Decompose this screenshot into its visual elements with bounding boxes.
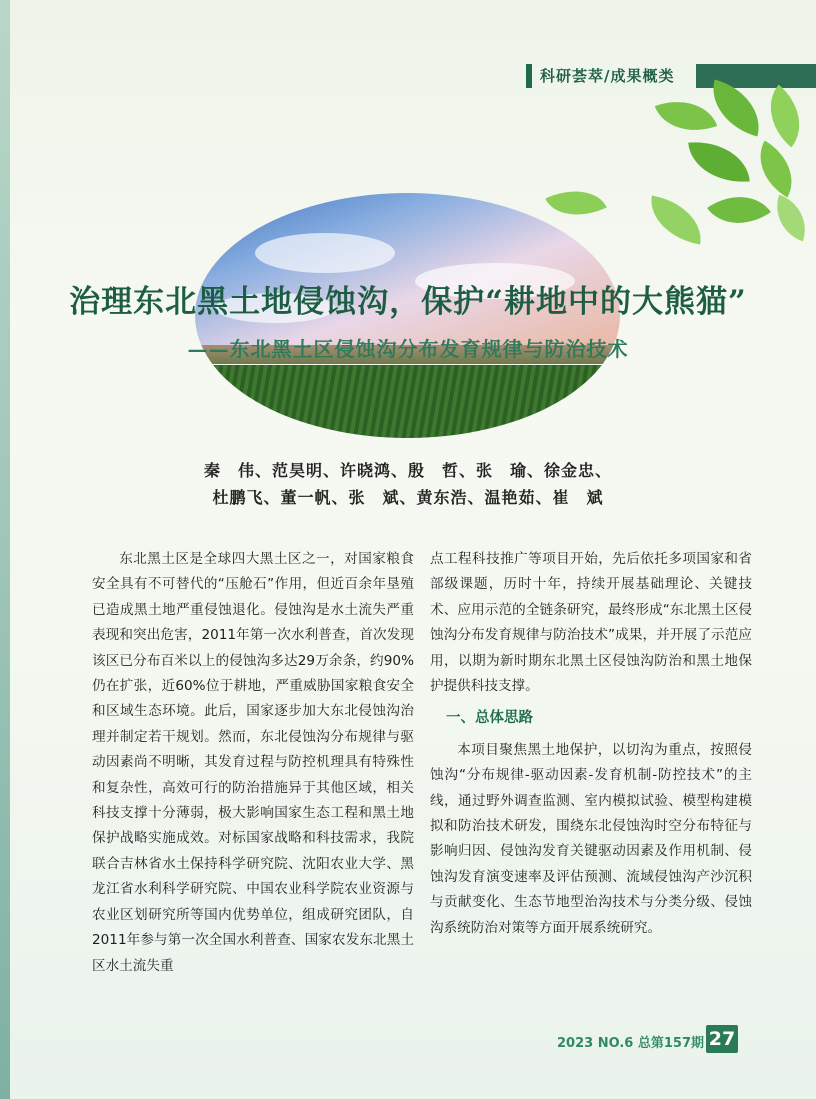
authors-line-1: 秦 伟、范昊明、许晓鸿、殷 哲、张 瑜、徐金忠、 (203, 461, 612, 480)
article-subtitle: ——东北黑土区侵蚀沟分布发育规律与防治技术 (187, 337, 629, 361)
section-header (526, 64, 816, 88)
leaf-icon (703, 80, 768, 137)
section-heading: 一、总体思路 (446, 710, 533, 727)
leaf-icon (645, 195, 707, 244)
issue-info: 2023 NO.6 总第157期 (557, 1036, 704, 1051)
leaf-icon (746, 141, 807, 198)
leaf-icon (767, 195, 815, 242)
article-title: 治理东北黑土地侵蚀沟，保护“耕地中的大熊猫” (69, 284, 747, 320)
leaf-icon (688, 138, 750, 187)
leaf-icon (753, 85, 816, 148)
header-marker (526, 64, 532, 88)
intro-continuation: 点工程科技推广等项目开始，先后依托多项国家和省部级课题，历时十年，持续开展基础理论、关键技术、应用示范的全链条研究，最终形成“东北黑土区侵蚀沟分布发育规律与防治技术”成果，并开展了示范应用，以期为新时期东北黑土区侵蚀沟防治和黑土地保护提供科技支撑。 (430, 551, 752, 695)
right-column (430, 547, 752, 941)
section-label: 科研荟萃/成果概类 (540, 67, 675, 85)
side-decoration-strip (0, 0, 10, 1099)
authors-line-2: 杜鹏飞、董一帆、张 斌、黄东浩、温艳茹、崔 斌 (212, 488, 604, 507)
left-column (92, 547, 414, 979)
leaf-icon (707, 179, 771, 240)
section-paragraph: 本项目聚焦黑土地保护，以切沟为重点，按照侵蚀沟“分布规律-驱动因素-发育机制-防控技术”的主线，通过野外调查监测、室内模拟试验、模型构建模拟和防治技术研发，围绕东北侵蚀沟时空分布特征与影响归因、侵蚀沟发育关键驱动因素及作用机制、侵蚀沟发育演变速率及评估预测、流域侵蚀沟产沙沉积与贡献变化、生态节地型治沟技术与分类分级、侵蚀沟系统防治对策等方面开展系统研究。 (430, 741, 752, 936)
leaf-icon (655, 88, 718, 143)
intro-paragraph: 东北黑土区是全球四大黑土区之一，对国家粮食安全具有不可替代的“压舱石”作用，但近百余年垦殖已造成黑土地严重侵蚀退化。侵蚀沟是水土流失严重表现和突出危害，2011年第一次水利普查，首次发现该区已分布百米以上的侵蚀沟多达29万余条，约90%仍在扩张，近60%位于耕地，严重威胁国家粮食安全和区域生态环境。此后，国家逐步加大东北侵蚀沟治理并制定若干规划。然而，东北侵蚀沟分布规律与驱动因素尚不明晰，其发育过程与防控机理具有特殊性和复杂性，高效可行的防治措施异于其他区域，相关科技支撑十分薄弱，极大影响国家生态工程和黑土地保护战略实施成效。对标国家战略和科技需求，我院联合吉林省水土保持科学研究院、沈阳农业大学、黑龙江省水利科学研究院、中国农业科学院农业资源与农业区划研究所等国内优势单位，组成研究团队，自2011年参与第一次全国水利普查、国家农发东北黑土区水土流失重 (92, 551, 414, 974)
page-number: 27 (706, 1025, 738, 1053)
